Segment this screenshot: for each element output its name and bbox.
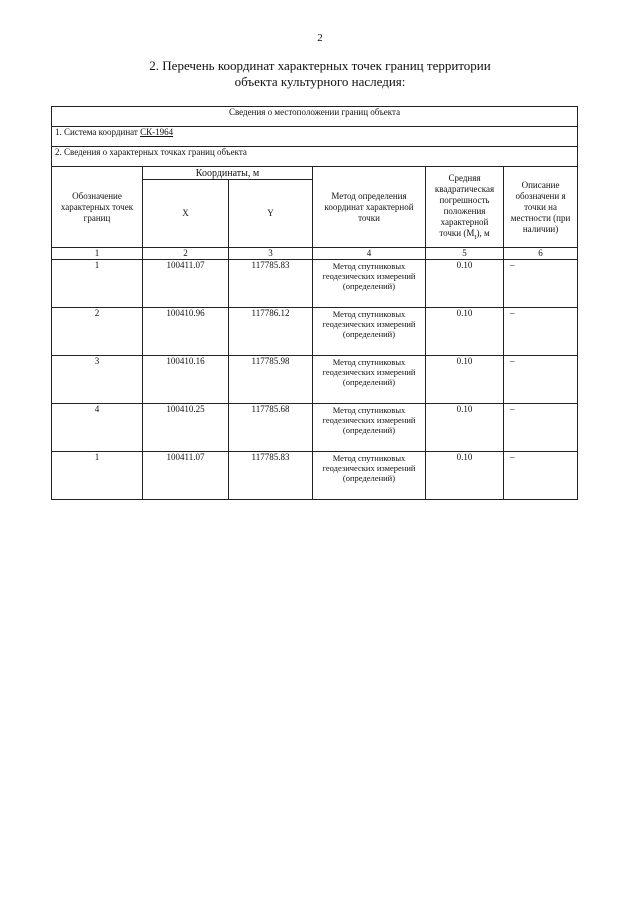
col-coordinates-header: Координаты, м (143, 167, 313, 180)
table-row (52, 404, 578, 452)
x-cell: 100410.16 (143, 356, 229, 404)
point-cell: 2 (52, 308, 143, 356)
col-error-text: Средняя квадратическая погрешность положения характерной точки (M (434, 172, 495, 238)
method-cell: Метод спутниковых геодезических измерений (определений) (313, 356, 426, 404)
coordinate-system-label: 1. Система координат (55, 127, 141, 137)
description-cell: – (504, 452, 578, 500)
coordinate-system-row (52, 127, 578, 147)
method-cell: Метод спутниковых геодезических измерений (определений) (313, 452, 426, 500)
method-cell: Метод спутниковых геодезических измерений (определений) (313, 260, 426, 308)
coordinate-system-value: СК-1964 (140, 127, 174, 137)
point-cell: 3 (52, 356, 143, 404)
y-cell: 117785.98 (229, 356, 313, 404)
method-cell: Метод спутниковых геодезических измерений (определений) (313, 404, 426, 452)
column-number: 5 (426, 248, 504, 260)
y-cell: 117785.83 (229, 260, 313, 308)
description-cell: – (504, 260, 578, 308)
table-row (52, 260, 578, 308)
y-cell: 117786.12 (229, 308, 313, 356)
error-cell: 0.10 (426, 452, 504, 500)
column-number: 4 (313, 248, 426, 260)
boundary-info-header: Сведения о местоположении границ объекта (52, 107, 578, 127)
description-cell: – (504, 308, 578, 356)
point-cell: 1 (52, 452, 143, 500)
y-cell: 117785.83 (229, 452, 313, 500)
error-cell: 0.10 (426, 260, 504, 308)
column-number: 3 (229, 248, 313, 260)
column-number-row (52, 248, 578, 260)
characteristic-points-header: 2. Сведения о характерных точках границ объекта (52, 147, 578, 167)
coordinates-table (51, 106, 578, 500)
error-cell: 0.10 (426, 404, 504, 452)
title-line-2: объекта культурного наследия: (234, 74, 406, 89)
table-row (52, 308, 578, 356)
col-designation-header: Обозначение характерных точек границ (52, 167, 143, 248)
col-error-sub: t (474, 231, 477, 241)
point-cell: 4 (52, 404, 143, 452)
col-method-header: Метод определения координат характерной точки (313, 167, 426, 248)
column-number: 1 (52, 248, 143, 260)
table-row (52, 452, 578, 500)
col-error-unit: ), м (476, 227, 490, 238)
title-line-1: 2. Перечень координат характерных точек границ территории (149, 58, 491, 73)
col-error-header (426, 167, 504, 248)
document-title (100, 58, 540, 90)
method-cell: Метод спутниковых геодезических измерений (определений) (313, 308, 426, 356)
table-row (52, 356, 578, 404)
point-cell: 1 (52, 260, 143, 308)
column-number: 6 (504, 248, 578, 260)
error-cell: 0.10 (426, 356, 504, 404)
y-cell: 117785.68 (229, 404, 313, 452)
description-cell: – (504, 404, 578, 452)
x-cell: 100410.96 (143, 308, 229, 356)
col-description-header: Описание обозначени я точки на местности (при наличии) (504, 167, 578, 248)
col-x-header: X (143, 180, 229, 248)
x-cell: 100410.25 (143, 404, 229, 452)
description-cell: – (504, 356, 578, 404)
x-cell: 100411.07 (143, 452, 229, 500)
page-number: 2 (317, 32, 323, 44)
x-cell: 100411.07 (143, 260, 229, 308)
error-cell: 0.10 (426, 308, 504, 356)
column-number: 2 (143, 248, 229, 260)
col-y-header: Y (229, 180, 313, 248)
